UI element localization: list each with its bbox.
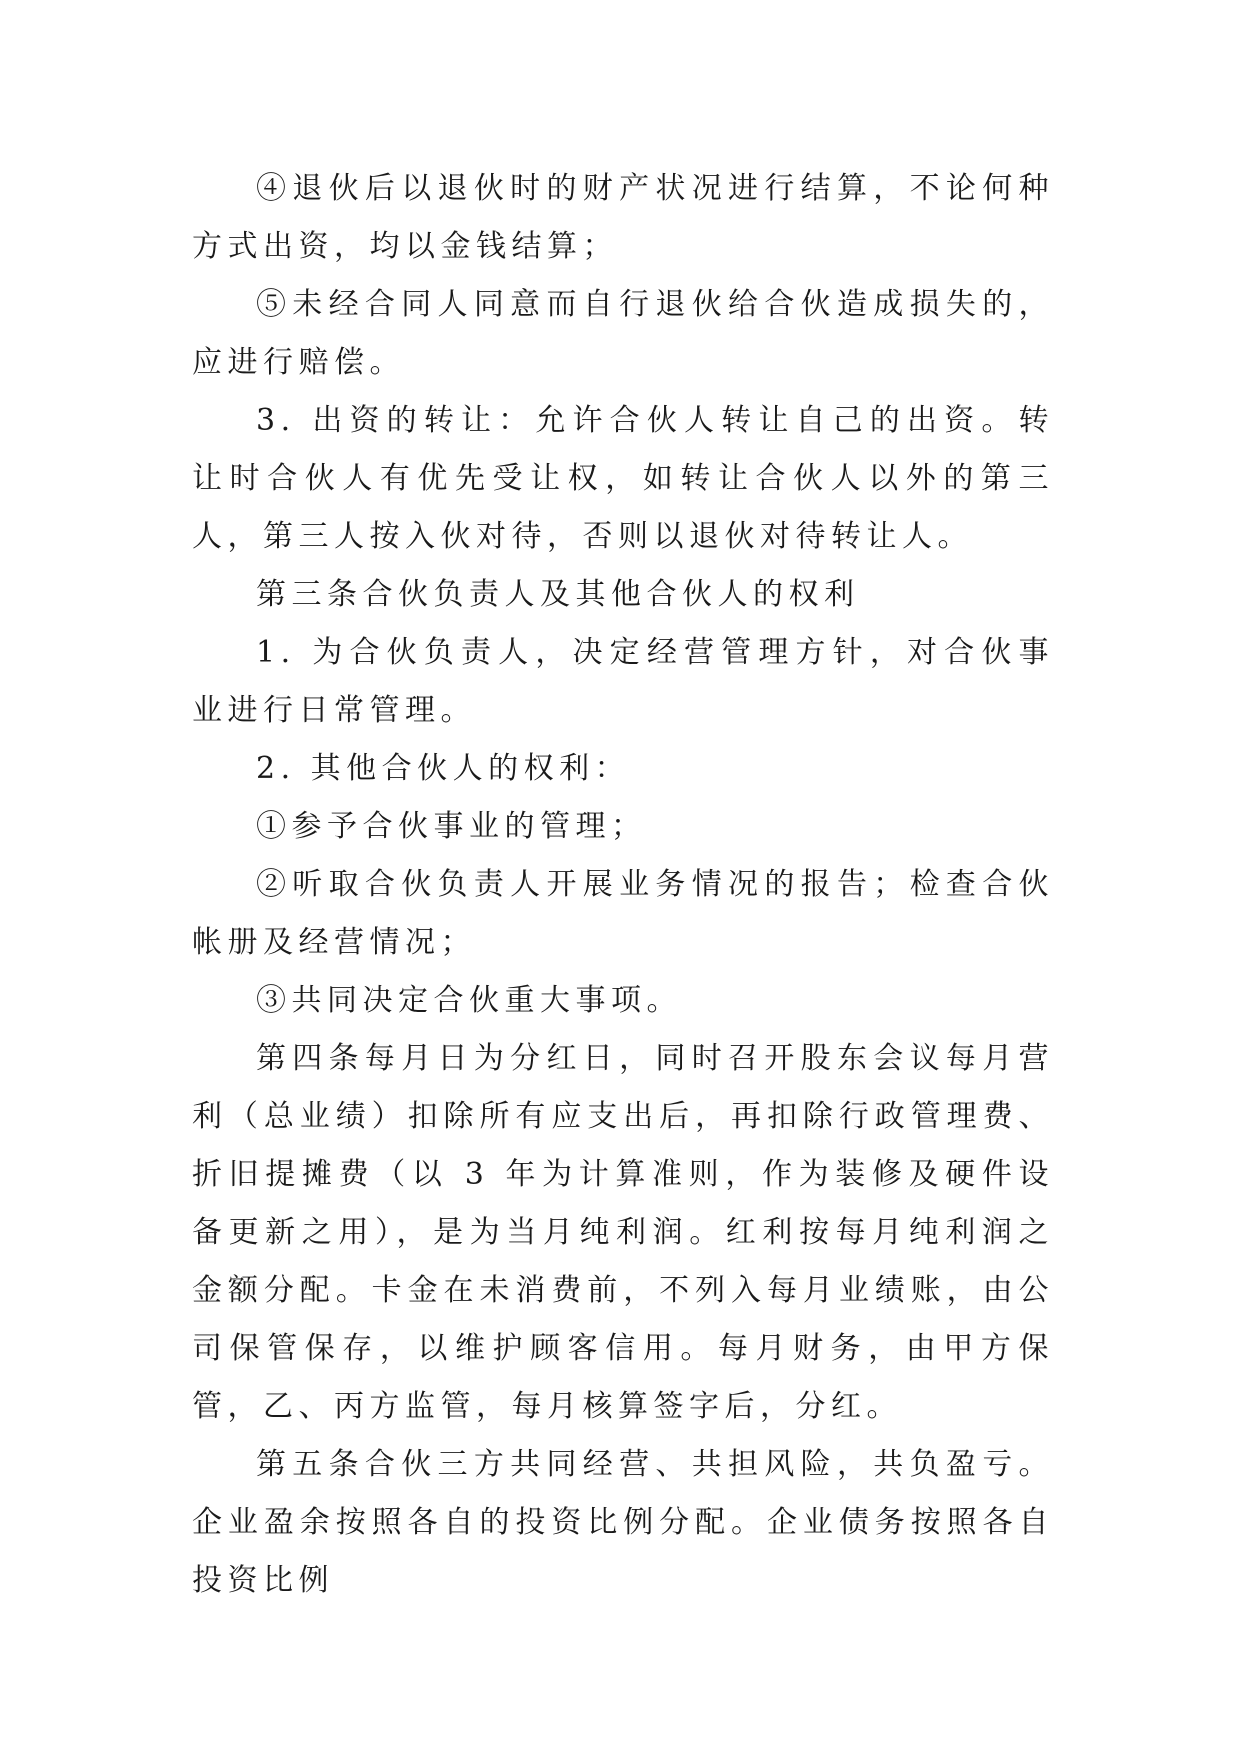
paragraph-partner-leader: 1. 为合伙负责人，决定经营管理方针，对合伙事业进行日常管理。 <box>192 635 1054 728</box>
article-4-paragraph: 第四条每月日为分红日，同时召开股东会议每月营利（总业绩）扣除所有应支出后，再扣除行政管理费、折旧提摊费（以 3 年为计算准则，作为装修及硬件设备更新之用），是为当月纯利润。红利按每月纯利润之金额分配。卡金在未消费前，不列入每月业绩账，由公司保管保存，以维护顾客信用。每月财务，由甲方保管，乙、丙方监管，每月核算签字后，分红。 <box>192 1041 1054 1424</box>
paragraph-withdrawal-settlement: ④退伙后以退伙时的财产状况进行结算，不论何种方式出资，均以金钱结算； <box>192 171 1054 264</box>
article-5-paragraph: 第五条合伙三方共同经营、共担风险，共负盈亏。企业盈余按照各自的投资比例分配。企业债务按照各自投资比例 <box>192 1447 1054 1598</box>
paragraph-withdrawal-compensation: ⑤未经合同人同意而自行退伙给合伙造成损失的，应进行赔偿。 <box>192 287 1054 380</box>
article-3-heading: 第三条合伙负责人及其他合伙人的权利 <box>256 577 860 612</box>
paragraph-other-partner-rights: 2. 其他合伙人的权利： <box>256 751 631 786</box>
list-item-hear-reports: ②听取合伙负责人开展业务情况的报告；检查合伙帐册及经营情况； <box>192 867 1054 960</box>
list-item-participate-management: ①参予合伙事业的管理； <box>256 809 647 844</box>
paragraph-capital-transfer: 3. 出资的转让：允许合伙人转让自己的出资。转让时合伙人有优先受让权，如转让合伙人以外的第三人，第三人按入伙对待，否则以退伙对待转让人。 <box>192 403 1054 554</box>
list-item-joint-decisions: ③共同决定合伙重大事项。 <box>256 983 682 1018</box>
document-body <box>192 160 1054 1610</box>
